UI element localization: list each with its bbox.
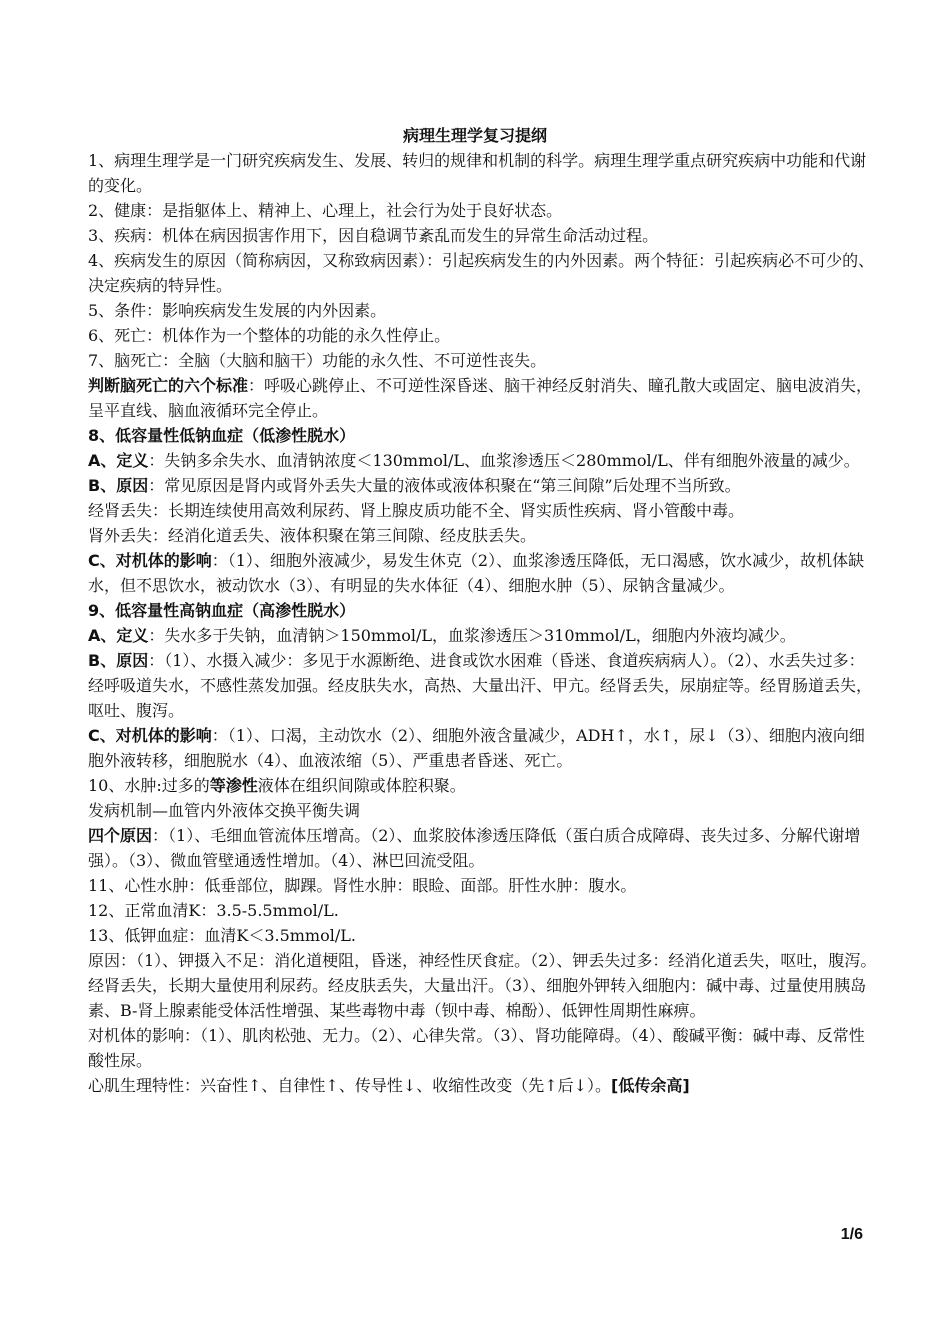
paragraph: [88, 298, 878, 323]
paragraph: [88, 198, 878, 223]
text-run: 13、低钾血症：血清K＜3.5mmol/L.: [88, 926, 356, 945]
text-run: 2、健康：是指躯体上、精神上、心理上，社会行为处于良好状态。: [88, 201, 563, 220]
bold-text: C、对机体的影响: [88, 726, 212, 745]
bold-text: 判断脑死亡的六个标准: [88, 376, 249, 395]
paragraph: [88, 773, 878, 798]
text-run: ：（1）、毛细血管流体压增高。（2）、血浆胶体渗透压降低（蛋白质合成障碍、丧失过多、分解代谢增强）。（3）、微血管壁通透性增加。（4）、淋巴回流受阻。: [88, 826, 861, 870]
paragraph: [88, 598, 878, 623]
paragraph: [88, 548, 878, 598]
bold-text: A、定义: [88, 626, 149, 645]
text-run: 1、病理生理学是一门研究疾病发生、发展、转归的规律和机制的科学。病理生理学重点研究疾病中功能和代谢的变化。: [88, 151, 867, 195]
bold-text: B、原因: [88, 651, 149, 670]
paragraph: [88, 423, 878, 448]
page-total: 6: [854, 1226, 863, 1243]
paragraph: [88, 473, 878, 498]
text-run: ：（1）、水摄入减少：多见于水源断绝、进食或饮水困难（昏迷、食道疾病病人）。（2）、水丢失过多：经呼吸道失水，不感性蒸发加强。经皮肤失水，高热、大量出汗、甲亢。经肾丢失，尿崩症等。经胃肠道丢失，呕吐、腹泻。: [88, 651, 873, 720]
text-run: 对机体的影响：（1）、肌肉松弛、无力。（2）、心律失常。（3）、肾功能障碍。（4）、酸碱平衡：碱中毒、反常性酸性尿。: [88, 1026, 865, 1070]
paragraph: [88, 623, 878, 648]
bold-text: [低传余高]: [611, 1076, 690, 1095]
paragraph: [88, 1073, 878, 1098]
text-run: 发病机制—血管内外液体交换平衡失调: [88, 801, 361, 820]
paragraph: [88, 898, 878, 923]
paragraph: [88, 498, 878, 523]
paragraph: [88, 798, 878, 823]
bold-text: 9、低容量性高钠血症（高渗性脱水）: [88, 601, 356, 620]
text-run: 原因：（1）、钾摄入不足：消化道梗阻，昏迷，神经性厌食症。（2）、钾丢失过多：经消化道丢失，呕吐，腹泻。经肾丢失，长期大量使用利尿药。经皮肤丢失，大量出汗。（3）、细胞外钾转入细胞内：碱中毒、过量使用胰岛素、B-肾上腺素能受体活性增强、某些毒物中毒（钡中毒、棉酚）、低钾性周期性麻痹。: [88, 951, 877, 1020]
paragraph: [88, 248, 878, 298]
text-run: 11、心性水肿：低垂部位，脚踝。肾性水肿：眼睑、面部。肝性水肿：腹水。: [88, 876, 637, 895]
bold-text: C、对机体的影响: [88, 551, 212, 570]
page-number: [841, 1226, 863, 1244]
paragraph: [88, 348, 878, 373]
page-separator: /: [849, 1226, 855, 1243]
text-run: ：失水多于失钠，血清钠＞150mmol/L，血浆渗透压＞310mmol/L，细胞内外液均减少。: [148, 626, 796, 645]
paragraph: [88, 1023, 878, 1073]
bold-text: 8、低容量性低钠血症（低渗性脱水）: [88, 426, 356, 445]
paragraph: [88, 523, 878, 548]
paragraph: [88, 873, 878, 898]
paragraph: [88, 923, 878, 948]
text-run: 液体在组织间隙或体腔积聚。: [257, 776, 466, 795]
text-run: 4、疾病发生的原因（简称病因，又称致病因素）：引起疾病发生的内外因素。两个特征：引起疾病必不可少的、决定疾病的特异性。: [88, 251, 875, 295]
page-current: 1: [840, 1226, 850, 1243]
bold-text: B、原因: [88, 476, 149, 495]
paragraph: [88, 823, 878, 873]
document-body: [88, 148, 878, 1098]
bold-text: 四个原因: [88, 826, 153, 845]
page-title: 病理生理学复习提纲: [402, 126, 547, 145]
text-run: 经肾丢失：长期连续使用高效利尿药、肾上腺皮质功能不全、肾实质性疾病、肾小管酸中毒。: [88, 501, 745, 520]
text-run: 12、正常血清K：3.5-5.5mmol/L.: [88, 901, 339, 920]
paragraph: [88, 323, 878, 348]
text-run: ：（1）、细胞外液减少，易发生休克（2）、血浆渗透压降低，无口渴感，饮水减少，故机体缺水，但不思饮水，被动饮水（3）、有明显的失水体征（4）、细胞水肿（5）、尿钠含量减少。: [88, 551, 865, 595]
bold-text: A、定义: [88, 451, 149, 470]
text-run: ：呼吸心跳停止、不可逆性深昏迷、脑干神经反射消失、瞳孔散大或固定、脑电波消失，呈平直线、脑血液循环完全停止。: [88, 376, 873, 420]
paragraph: [88, 373, 878, 423]
paragraph: [88, 648, 878, 723]
text-run: 3、疾病：机体在病因损害作用下，因自稳调节紊乱而发生的异常生命活动过程。: [88, 226, 659, 245]
text-run: 10、水肿:过多的: [88, 776, 210, 795]
text-run: 肾外丢失：经消化道丢失、液体积聚在第三间隙、经皮肤丢失。: [88, 526, 537, 545]
text-run: ：常见原因是肾内或肾外丢失大量的液体或液体积聚在“第三间隙”后处理不当所致。: [148, 476, 741, 495]
text-run: 5、条件：影响疾病发生发展的内外因素。: [88, 301, 387, 320]
paragraph: [88, 948, 878, 1023]
text-run: 6、死亡：机体作为一个整体的功能的永久性停止。: [88, 326, 451, 345]
text-run: 心肌生理特性：兴奋性↑、自律性↑、传导性↓、收缩性改变（先↑后↓）。: [88, 1076, 612, 1095]
paragraph: [88, 723, 878, 773]
paragraph: [88, 148, 878, 198]
text-run: ：失钠多余失水、血清钠浓度＜130mmol/L、血浆渗透压＜280mmol/L、伴有细胞外液量的减少。: [148, 451, 860, 470]
paragraph: [88, 448, 878, 473]
bold-text: 等渗性: [209, 776, 258, 795]
text-run: ：（1）、口渴，主动饮水（2）、细胞外液含量减少，ADH↑，水↑，尿↓（3）、细胞内液向细胞外液转移，细胞脱水（4）、血液浓缩（5）、严重患者昏迷、死亡。: [88, 726, 865, 770]
text-run: 7、脑死亡：全脑（大脑和脑干）功能的永久性、不可逆性丧失。: [88, 351, 547, 370]
paragraph: [88, 223, 878, 248]
